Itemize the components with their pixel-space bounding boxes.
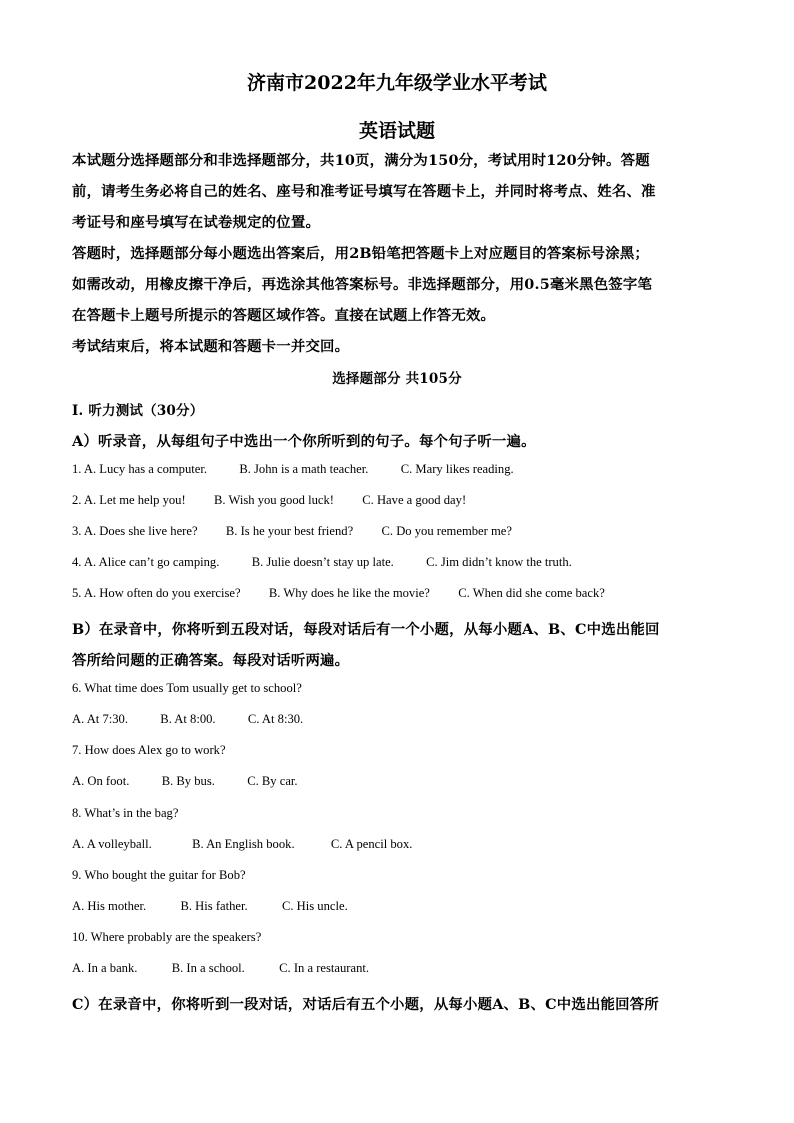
question-row bbox=[72, 462, 514, 477]
partA-title: A）听录音，从每组句子中选出一个你所听到的句子。每个句子听一遍。 bbox=[72, 433, 536, 450]
option-b: B. Wish you good luck! bbox=[214, 493, 334, 507]
instruction-line: 本试题分选择题部分和非选择题部分，共10页，满分为150分，考试用时120分钟。答题 bbox=[72, 152, 650, 169]
option-c: C. When did she come back? bbox=[458, 586, 605, 600]
question-number: 1. bbox=[72, 462, 84, 476]
option-b: B. By bus. bbox=[161, 774, 215, 788]
option-a: A. Does she live here? bbox=[83, 524, 198, 538]
question-number: 5. bbox=[72, 586, 84, 600]
question-number: 3. bbox=[72, 524, 84, 538]
section-header: 选择题部分 共105分 bbox=[332, 371, 462, 387]
question-row bbox=[72, 493, 466, 508]
partB-title: 答所给问题的正确答案。每段对话听两遍。 bbox=[72, 652, 350, 669]
option-b: B. An English book. bbox=[192, 837, 295, 851]
option-b: B. John is a math teacher. bbox=[239, 462, 369, 476]
option-a: A. Alice can’t go camping. bbox=[83, 555, 220, 569]
options-row bbox=[72, 899, 348, 914]
option-c: C. Jim didn’t know the truth. bbox=[426, 555, 572, 569]
option-a: A. How often do you exercise? bbox=[83, 586, 241, 600]
question-number: 2. bbox=[72, 493, 84, 507]
option-c: C. A pencil box. bbox=[330, 837, 413, 851]
question-text: 10. Where probably are the speakers? bbox=[72, 930, 262, 944]
instruction-line: 前，请考生务必将自己的姓名、座号和准考证号填写在答题卡上，并同时将考点、姓名、准 bbox=[72, 183, 656, 200]
exam-subtitle: 英语试题 bbox=[358, 120, 435, 142]
question-row bbox=[72, 524, 512, 539]
option-b: B. Julie doesn’t stay up late. bbox=[251, 555, 394, 569]
options-row bbox=[72, 712, 303, 727]
instruction-line: 答题时，选择题部分每小题选出答案后，用2B铅笔把答题卡上对应题目的答案标号涂黑； bbox=[72, 245, 650, 262]
option-c: C. In a restaurant. bbox=[279, 961, 370, 975]
question-row bbox=[72, 555, 572, 570]
option-b: B. His father. bbox=[180, 899, 248, 913]
option-a: A. A volleyball. bbox=[72, 837, 152, 851]
option-c: C. At 8:30. bbox=[247, 712, 304, 726]
options-row bbox=[72, 774, 298, 789]
question-text: 6. What time does Tom usually get to school? bbox=[72, 681, 302, 695]
options-row bbox=[72, 837, 412, 852]
question-row bbox=[72, 586, 605, 601]
option-c: C. By car. bbox=[247, 774, 298, 788]
option-c: C. Mary likes reading. bbox=[400, 462, 514, 476]
part1-title: Ⅰ. 听力测试（30分） bbox=[72, 403, 204, 419]
instruction-line: 考试结束后，将本试题和答题卡一并交回。 bbox=[72, 338, 350, 355]
option-a: A. In a bank. bbox=[72, 961, 138, 975]
option-c: C. Have a good day! bbox=[362, 493, 467, 507]
question-text: 8. What’s in the bag? bbox=[72, 806, 179, 820]
options-row bbox=[72, 961, 369, 976]
partB-title: B）在录音中，你将听到五段对话，每段对话后有一个小题，从每小题A、B、C中选出能回 bbox=[72, 621, 660, 638]
question-number: 4. bbox=[72, 555, 84, 569]
question-text: 9. Who bought the guitar for Bob? bbox=[72, 868, 246, 882]
option-a: A. On foot. bbox=[72, 774, 130, 788]
instruction-line: 考证号和座号填写在试卷规定的位置。 bbox=[72, 214, 321, 231]
option-a: A. His mother. bbox=[72, 899, 147, 913]
option-b: B. At 8:00. bbox=[160, 712, 216, 726]
instruction-line: 在答题卡上题号所提示的答题区域作答。直接在试题上作答无效。 bbox=[72, 307, 496, 324]
exam-title: 济南市2022年九年级学业水平考试 bbox=[247, 72, 547, 94]
partC-title: C）在录音中，你将听到一段对话，对话后有五个小题，从每小题A、B、C中选出能回答所 bbox=[72, 996, 659, 1013]
option-a: A. Let me help you! bbox=[83, 493, 186, 507]
option-c: C. His uncle. bbox=[281, 899, 348, 913]
option-a: A. Lucy has a computer. bbox=[83, 462, 208, 476]
option-a: A. At 7:30. bbox=[72, 712, 128, 726]
instruction-line: 如需改动，用橡皮擦干净后，再选涂其他答案标号。非选择题部分，用0.5毫米黑色签字笔 bbox=[72, 276, 653, 293]
question-text: 7. How does Alex go to work? bbox=[72, 743, 226, 757]
option-b: B. In a school. bbox=[171, 961, 245, 975]
option-c: C. Do you remember me? bbox=[381, 524, 512, 538]
option-b: B. Why does he like the movie? bbox=[268, 586, 430, 600]
option-b: B. Is he your best friend? bbox=[225, 524, 354, 538]
